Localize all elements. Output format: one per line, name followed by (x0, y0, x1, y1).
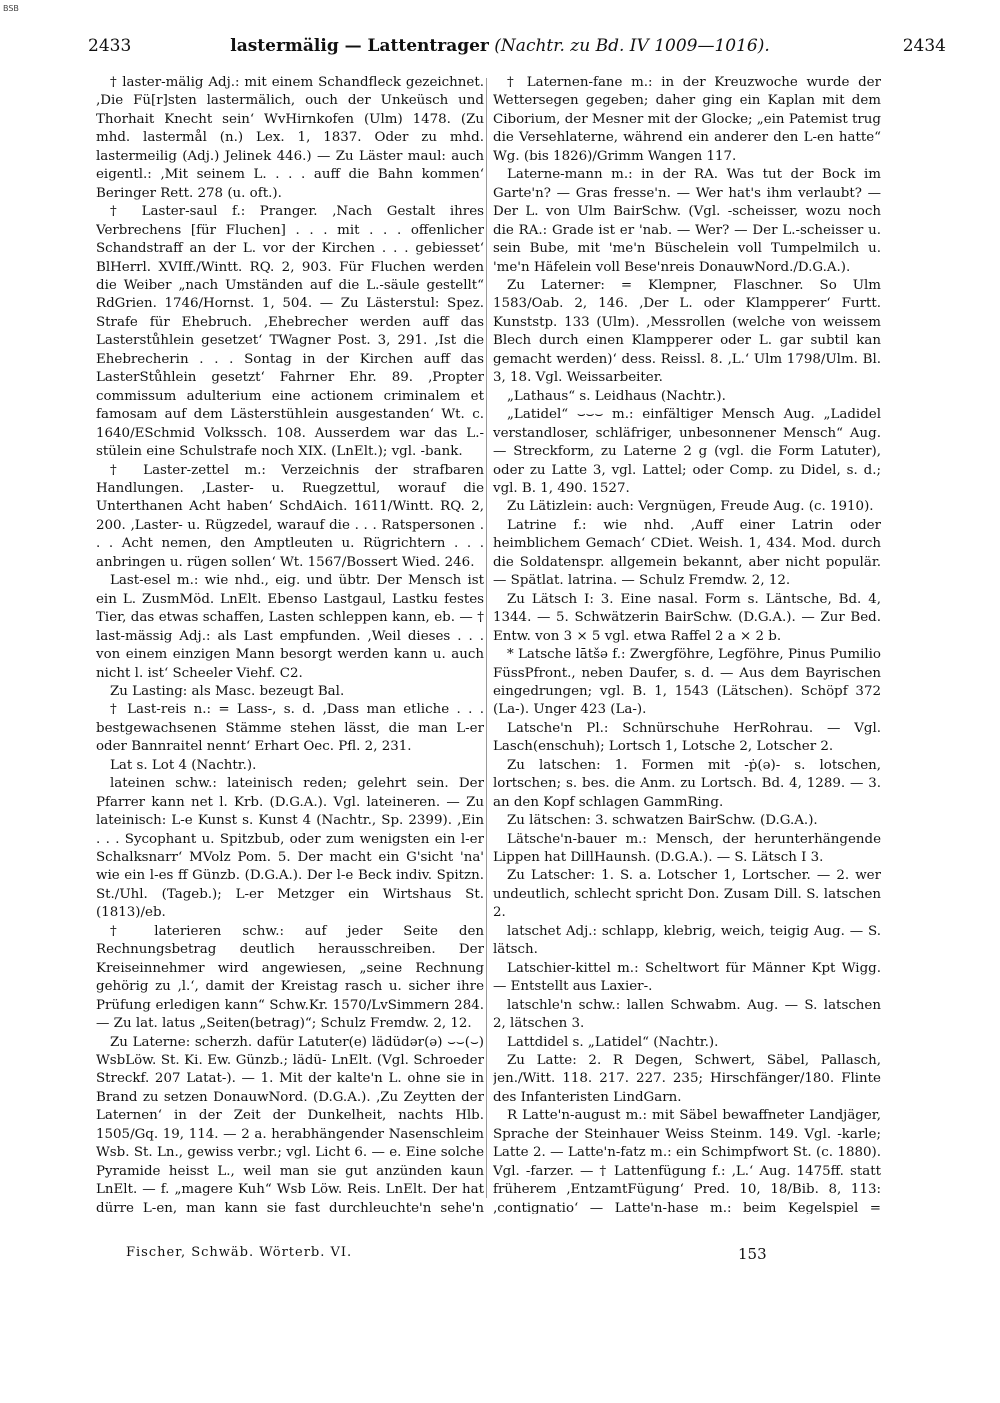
entry-lattdidel: Lattdidel s. „Latidel“ (Nachtr.). (507, 1034, 719, 1050)
entry-laterne: Zu Laterne: scherzh. dafür Latuter(e) lädüdər(ə) ⌣⌣(⌣) WsbLöw. St. Ki. Ew. Günzb.; lädü- LnElt. (Vgl. Schroeder Streckf. 207 Latat-). — 1. Mit der kalte'n L. ohne sie in Brand zu setzen DonauwNord. (D.G.A.). ‚Zu Zeytten der Laternen‘ in der Zeit der Dunkelheit, nachts Hlb. 1505/Gq. 19, 114. — 2 a. herabhängender Nasenschleim Wsb. St. Ln., gewiss verbr.; vgl. Licht 6. — e. Eine solche Pyramide heisst L., weil man sie gut anzünden kaun LnElt. — f. „magere Kuh“ Wsb Löw. Reis. LnElt. Der hat dürre L-en, man kann sie fast durchleuchte'n sehe'n (96, 1034, 484, 1214)
entry-laetschen: Zu lätschen: 3. schwatzen BairSchw. (D.G.A.). (507, 813, 818, 829)
entry-latschlen: latschle'n schw.: lallen Schwabm. Aug. — S. latschen 2, lätschen 3. (493, 997, 881, 1032)
publisher-line: Fischer, Schwäb. Wörterb. VI. (126, 1245, 353, 1260)
right-column-number: 2434 (902, 36, 946, 56)
entry-laternen-fane: † Laternen-fane m.: in der Kreuzwoche wurde der Wettersegen gegeben; daher ging ein Kaplan mit dem Ciborium, der Mesner mit der Glocke; „ein Patemist trug die Versehlaterne, während ein anderer den L-en hatte“ Wg. (bis 1826)/Grimm Wangen 117. (493, 75, 881, 164)
entry-latte: Zu Latte: 2. R Degen, Schwert, Säbel, Pallasch, jen./Witt. 118. 217. 227. 235; Hirschfänger/180. Flinte des Infanteristen LindGarn. (493, 1053, 881, 1105)
entry-laetsch: Zu Lätsch I: 3. Eine nasal. Form s. Läntsche, Bd. 4, 1344. — 5. Schwätzerin BairSchw. (D.G.A.). — Zur Bed. Entw. von 3 × 5 vgl. etwa Raffel 2 a × 2 b. (493, 591, 881, 644)
running-head (0, 36, 1000, 56)
entry-laterne-mann: Laterne-mann m.: in der RA. Was tut der Bock im Garte'n? — Gras fresse'n. — Wer hat's ihm verlaubt? — Der L. von Ulm BairSchw. (Vgl. -scheisser, wozu noch die RA.: Grade ist er 'nab. — Wer? — Der L.-scheisser u. sein Bube, mit 'me'n Büschelein voll Tumpelmilch u. 'me'n Häfelein voll Bese'nreis DonauwNord./D.G.A.). (493, 167, 881, 275)
entry-latidel: „Latidel“ ⌣⌣⌣ m.: einfältiger Mensch Aug. „Ladidel verstandloser, schläfriger, unbesonnener Mensch“ Aug. — Streckform, zu Laterne 2 g (vgl. die Form Latuter), oder zu Latte 3, vgl. Lattel; oder Comp. zu Didel, s. d.; vgl. B. 1, 490. 1527. (493, 407, 881, 496)
entry-lat: Lat s. Lot 4 (Nachtr.). (110, 757, 257, 773)
entry-latschen: Zu latschen: 1. Formen mit -ṗ(ə)- s. lotschen, lortschen; s. bes. die Anm. zu Lortsch. Bd. 4, 1289. — 3. an den Kopf schlagen GammRing. (493, 757, 881, 810)
entry-laetizlein: Zu Lätizlein: auch: Vergnügen, Freude Aug. (c. 1910). (507, 499, 874, 515)
entry-laterieren: † laterieren schw.: auf jeder Seite den Rechnungsbetrag deutlich herausschreiben. Der Kreiseinnehmer wird angewiesen, „seine Rechnung gehörig zu ‚l.‘, damit der Kreistag rasch u. sicher ihre Prüfung erledigen kann“ Schw.Kr. 1570/LvSimmern 284. — Zu lat. latus „Seiten(betrag)“; Schulz Fremdw. 2, 12. (96, 923, 484, 1032)
entry-last-esel: Last-esel m.: wie nhd., eig. und übtr. Der Mensch ist ein L. ZusmMöd. LnElt. Ebenso Lastgaul, Lastku festes Tier, das etwas schaffen, Lasten schleppen kann, eb. — † last-mässig Adj.: als Last empfunden. ‚Weil dieses . . . von einem einzigen Mann besorgt werden kann u. auch nicht l. ist‘ Scheeler Viehf. C2. (96, 573, 484, 681)
sheet-number: 153 (738, 1245, 767, 1263)
left-column (96, 74, 484, 1214)
entry-last-reis: † Last-reis n.: = Lass-, s. d. ‚Dass man etliche . . . bestgewachsenen Stämme stehen lässt, die man L-er oder Bannraitel nennt‘ Erhart Oec. Pfl. 2, 231. (96, 702, 484, 755)
entry-lathaus: „Lathaus“ s. Leidhaus (Nachtr.). (507, 388, 726, 404)
entry-latschier-kittel: Latschier-kittel m.: Scheltwort für Männer Kpt Wigg. — Entstellt aus Laxier-. (493, 960, 881, 995)
column-divider (486, 78, 487, 1198)
entry-laterner: Zu Laterner: = Klempner, Flaschner. So Ulm 1583/Oab. 2, 146. ‚Der L. oder Klampperer‘ Furtt. Kunststp. 133 (Ulm). ‚Messrollen (welche von weissem Blech durch einen Klampperer oder L. gar subtil kan gemacht werden)‘ dess. Reissl. 8. ‚L.‘ Ulm 1798/Ulm. Bl. 3, 18. Vgl. Weissarbeiter. (493, 277, 881, 386)
entry-laster-saul: † Laster-saul f.: Pranger. ‚Nach Gestalt ihres Verbrechens [für Fluchen] . . . mit . . . offenlicher Schandstraff an der L. vor der Kirchen . . . gebiesset‘ BlHerrl. XVIff./Wintt. RQ. 2, 903. Für Fluchen werden die Weiber „nach Umständen auf die L.-säule gestellt“ RdGrien. 1746/Hornst. 1, 504. — Zu Lästerstul: Spez. Strafe für Ehebruch. ‚Ehebrecher werden auff das Lasterstůhlein gesetzet‘ TWagner Post. 3, 291. ‚Ist die Ehebrecherin . . . Sontag in der Kirchen auff das LasterStůhlein gesetzt‘ Fahrner Ehr. 89. ‚Propter commissum adulterium eine actionem criminalem et famosam auf dem Lästerstühlein ausgestanden‘ Wt. c. 1640/ESchmid Volkssch. 108. Ausserdem war das L.-stülein eine Schulstrafe noch XIX. (LnElt.); vgl. -bank. (96, 204, 484, 460)
entry-lateinen: lateinen schw.: lateinisch reden; gelehrt sein. Der Pfarrer kann net l. Krb. (D.G.A.). Vgl. lateineren. — Zu lateinisch: L-e Kunst s. Kunst 4 (Nachtr., Sp. 2399). ‚Ein . . . Sycophant u. Spitzbub, oder zum wenigsten ein l-er Schalksnarr‘ MVolz Pom. 5. Der macht ein G'sicht 'na' wie ein l-es ff Günzb. (D.G.A.). Der l-e Beck indiv. Spitzn. St./Uhl. (Tageb.); L-er Metzger ein Wirtshaus St. (1813)/eb. (96, 776, 484, 921)
entry-latten-august: R Latte'n-august m.: mit Säbel bewaffneter Landjäger, Sprache der Steinhauer Weiss Steinm. 149. Vgl. -karle; Latte 2. — Latte'n-fatz m.: ein Schimpfwort St. (c. 1880). Vgl. -farzer. — † Lattenfügung f.: ‚L.‘ Aug. 1475ff. statt früherem ‚EntzamtFügung‘ Pred. 10, 18/Bib. 8, 113: ‚contignatio‘ — Latte'n-hase m.: beim Kegelspiel = (493, 1108, 881, 1214)
right-column (493, 74, 881, 1214)
supplement-reference: (Nachtr. zu Bd. IV 1009—1016). (494, 36, 770, 56)
entry-latschet: latschet Adj.: schlapp, klebrig, weich, teigig Aug. — S. lätsch. (493, 923, 881, 958)
entry-laetschen-bauer: Lätsche'n-bauer m.: Mensch, der herunterhängende Lippen hat DillHaunsh. (D.G.A.). — S. Lätsch I 3. (493, 831, 881, 866)
headword-range: lastermälig — Lattentrager (230, 36, 489, 56)
entry-lasting: Zu Lasting: als Masc. bezeugt Bal. (110, 683, 345, 699)
library-mark: BSB (3, 4, 19, 13)
entry-latsche: * Latsche lātšə f.: Zwergföhre, Legföhre, Pinus Pumilio FüssPfront., neben Daufer, s. d. — Aus dem Bayrischen eingedrungen; vgl. B. 1, 1543 (Lätschen). Schöpf 372 (La-). Unger 423 (La-). (493, 647, 881, 718)
entry-laster-zettel: † Laster-zettel m.: Verzeichnis der strafbaren Handlungen. ‚Laster- u. Ruegzettul, worauf die Unterthanen Acht haben‘ SchdAich. 1611/Wintt. RQ. 2, 200. ‚Laster- u. Rügzedel, warauf die . . . Ratspersonen . . . Acht nemen, den Amptleuten u. Rügrichtern . . . anbringen u. rügen sollen‘ Wt. 1567/Bossert Wied. 246. (96, 462, 484, 570)
entry-latrine: Latrine f.: wie nhd. ‚Auff einer Latrin oder heimblichem Gemach‘ CDiet. Weish. 1, 434. Mod. durch die Soldatenspr. allgemein bekannt, aber nicht populär. — Spätlat. latrina. — Schulz Fremdw. 2, 12. (493, 517, 881, 589)
entry-lastermaelig: † laster-mälig Adj.: mit einem Schandfleck gezeichnet. ‚Die Fü[r]sten lastermälich, ouch der Unkeüsch und Thorhait Knecht sein‘ WvHirnkofen (Ulm) 1478. (Zu mhd. lastermål (n.) Lex. 1, 1837. Oder zu mhd. lastermeilig (Adj.) Jelinek 446.) — Zu Läster maul: auch eigentl.: ‚Mit seinem L. . . . auff die Bahn kommen‘ Beringer Rett. 278 (u. oft.). (96, 75, 484, 201)
left-column-number: 2433 (88, 36, 132, 56)
entry-latscher: Zu Latscher: 1. S. a. Lotscher 1, Lortscher. — 2. wer undeutlich, schlecht spricht Don. Zusam Dill. S. latschen 2. (493, 868, 881, 921)
entry-latschen-pl: Latsche'n Pl.: Schnürschuhe HerRohrau. — Vgl. Lasch(enschuh); Lortsch 1, Lotsche 2, Lotscher 2. (493, 720, 881, 755)
